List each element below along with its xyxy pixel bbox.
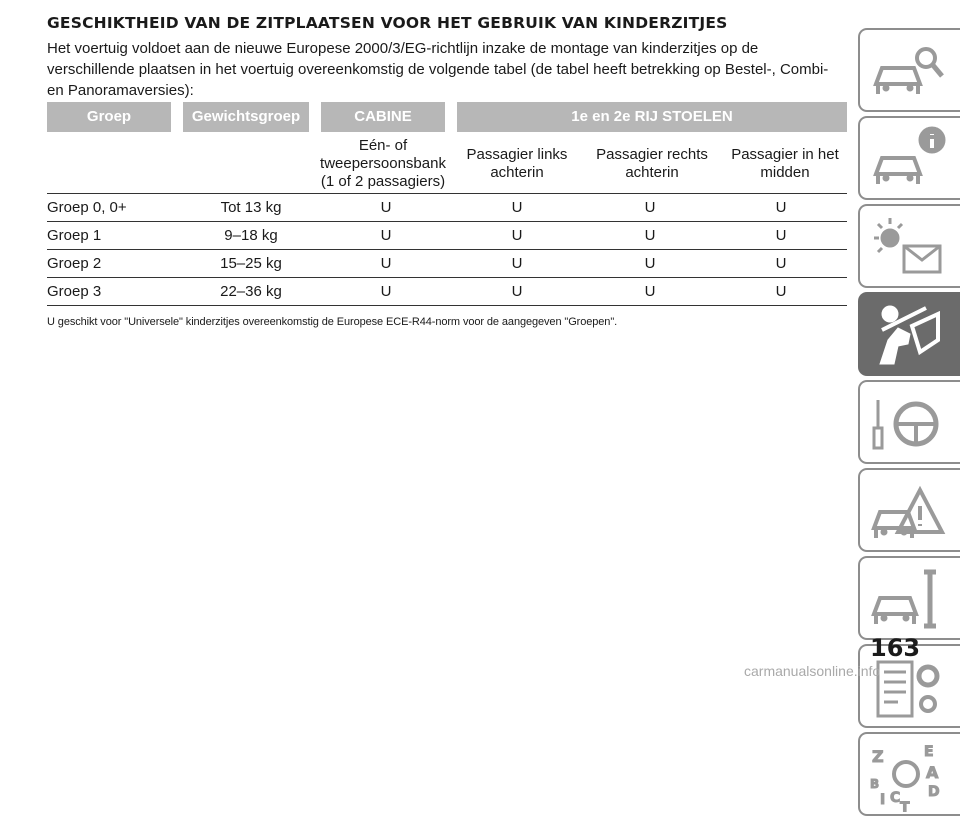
chapter-tab[interactable] bbox=[858, 116, 960, 200]
chapter-tab[interactable] bbox=[858, 292, 960, 376]
table-row bbox=[47, 194, 847, 222]
page-heading: GESCHIKTHEID VAN DE ZITPLAATSEN VOOR HET GEBRUIK VAN KINDERZITJES bbox=[47, 14, 728, 32]
row-group: Groep 0, 0+ bbox=[47, 199, 127, 216]
svg-text:E: E bbox=[924, 744, 934, 760]
row-suitability: U bbox=[775, 199, 787, 216]
subheader-right-rear: Passagier rechts achterin bbox=[596, 146, 708, 181]
table-row bbox=[47, 222, 847, 250]
row-suitability: U bbox=[644, 255, 656, 272]
row-group: Groep 3 bbox=[47, 283, 102, 300]
warning-lights-icon bbox=[868, 212, 948, 284]
svg-text:Z: Z bbox=[872, 747, 884, 766]
car-search-icon bbox=[868, 36, 948, 108]
watermark: carmanualsonline.info bbox=[744, 663, 881, 679]
row-suitability: U bbox=[380, 199, 392, 216]
svg-text:T: T bbox=[900, 800, 910, 812]
table-row bbox=[47, 278, 847, 306]
suitability-table bbox=[47, 102, 847, 306]
table-row bbox=[47, 250, 847, 278]
svg-text:I: I bbox=[880, 792, 886, 808]
row-suitability: U bbox=[511, 227, 523, 244]
row-suitability: U bbox=[775, 255, 787, 272]
svg-text:B: B bbox=[870, 777, 880, 791]
table-header bbox=[47, 102, 847, 132]
header-rows: 1e en 2e RIJ STOELEN bbox=[571, 108, 733, 125]
row-suitability: U bbox=[380, 227, 392, 244]
svg-text:C: C bbox=[890, 790, 901, 806]
table-body bbox=[47, 194, 847, 306]
row-group: Groep 2 bbox=[47, 255, 102, 272]
row-weight: 9–18 kg bbox=[224, 227, 278, 244]
footnote: U geschikt voor "Universele" kinderzitjes overeenkomstig de Europese ECE-R44-norm voor de aangegeven "Groepen". bbox=[47, 316, 618, 328]
row-suitability: U bbox=[644, 199, 656, 216]
svg-text:D: D bbox=[928, 784, 940, 800]
car-info-icon bbox=[868, 124, 948, 196]
row-group: Groep 1 bbox=[47, 227, 102, 244]
chapter-tab[interactable] bbox=[858, 28, 960, 112]
car-breakdown-icon bbox=[868, 476, 948, 548]
car-service-icon bbox=[868, 564, 948, 636]
chapter-tab[interactable] bbox=[858, 732, 960, 816]
header-weight: Gewichtsgroep bbox=[191, 108, 301, 125]
chapter-tab[interactable] bbox=[858, 468, 960, 552]
row-suitability: U bbox=[644, 283, 656, 300]
header-group: Groep bbox=[86, 108, 132, 125]
row-weight: 22–36 kg bbox=[220, 283, 282, 300]
row-weight: Tot 13 kg bbox=[220, 199, 282, 216]
row-suitability: U bbox=[380, 255, 392, 272]
steering-key-icon bbox=[868, 388, 948, 460]
row-suitability: U bbox=[644, 227, 656, 244]
page-number: 163 bbox=[870, 634, 921, 662]
table-subheader bbox=[47, 132, 847, 194]
row-suitability: U bbox=[775, 283, 787, 300]
row-suitability: U bbox=[511, 199, 523, 216]
svg-text:A: A bbox=[926, 763, 939, 782]
row-suitability: U bbox=[511, 255, 523, 272]
row-weight: 15–25 kg bbox=[220, 255, 282, 272]
subheader-cabine: Eén- of tweepersoonsbank (1 of 2 passagiers) bbox=[320, 137, 446, 190]
alphabetical-index-icon bbox=[868, 740, 948, 812]
row-suitability: U bbox=[511, 283, 523, 300]
row-suitability: U bbox=[380, 283, 392, 300]
subheader-middle: Passagier in het midden bbox=[731, 146, 839, 181]
row-suitability: U bbox=[775, 227, 787, 244]
chapter-tab[interactable] bbox=[858, 204, 960, 288]
intro-paragraph: Het voertuig voldoet aan de nieuwe Europese 2000/3/EG-richtlijn inzake de montage van kinderzitjes op de verschillende plaatsen in het voertuig overeenkomstig de volgende tabel (de tabel heeft betrekking op Bestel-, Combi- en Panoramaversies): bbox=[47, 40, 829, 99]
chapter-tab[interactable] bbox=[858, 380, 960, 464]
subheader-left-rear: Passagier links achterin bbox=[466, 146, 568, 181]
airbag-seatbelt-icon bbox=[868, 300, 948, 372]
chapter-tab[interactable] bbox=[858, 556, 960, 640]
header-cabine: CABINE bbox=[354, 108, 412, 125]
